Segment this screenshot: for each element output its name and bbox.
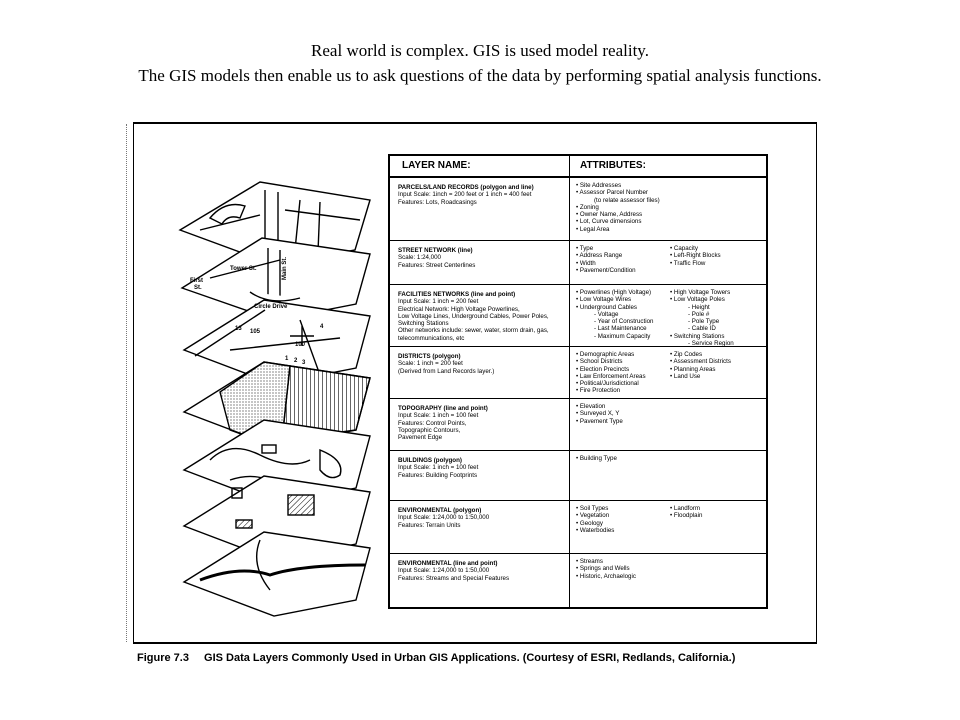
layer-detail: Scale: 1:24,000 — [398, 254, 442, 262]
attribute-item: • Vegetation — [576, 512, 610, 520]
layer-detail: Input Scale: 1 inch = 100 feet — [398, 464, 479, 472]
attribute-item: • Land Use — [670, 372, 701, 380]
label-addr-7: 3 — [302, 360, 306, 366]
layer-description — [390, 451, 570, 500]
attribute-item: - Service Region — [688, 340, 734, 348]
attribute-item: • Elevation — [576, 403, 606, 410]
attribute-item: • Pavement Type — [576, 417, 623, 425]
label-first-st: First — [190, 278, 204, 284]
header-layer-name: LAYER NAME: — [390, 156, 570, 176]
attribute-item: • Law Enforcement Areas — [576, 372, 646, 380]
layer-name: PARCELS/LAND RECORDS (polygon and line) — [398, 184, 534, 191]
label-addr-3: 100 — [295, 342, 306, 348]
attribute-item: • School Districts — [576, 358, 623, 366]
attribute-item: • Geology — [576, 519, 603, 527]
attribute-item: • Assessment Districts — [670, 358, 731, 366]
attribute-item: • Floodplain — [670, 512, 703, 520]
table-row — [390, 399, 766, 451]
attribute-item: • Streams — [576, 558, 603, 565]
table-row — [390, 178, 766, 241]
caption-line-1: Real world is complex. GIS is used model reality. — [311, 41, 649, 60]
attribute-item: • Powerlines (High Voltage) — [576, 289, 652, 296]
attribute-item: • Surveyed X, Y — [576, 410, 620, 418]
table-row — [390, 501, 766, 554]
layer-detail: Input Scale: 1 inch = 200 feet — [398, 298, 479, 306]
attribute-item: • High Voltage Towers — [670, 289, 731, 296]
layer-detail: Features: Lots, Roadcasings — [398, 198, 477, 206]
layer-description — [390, 285, 570, 346]
layer-detail: Other networks include: sewer, water, storm drain, gas, telecommunications, etc — [398, 327, 549, 342]
layer-detail: Low Voltage Lines, Underground Cables, Power Poles, Switching Stations — [398, 312, 549, 328]
figure-caption — [137, 652, 735, 664]
attribute-item: • Low Voltage Wires — [576, 296, 632, 304]
layer-name: STREET NETWORK (line) — [398, 247, 473, 254]
figure-number: Figure 7.3 — [137, 652, 189, 664]
layer-description — [390, 241, 570, 284]
layer-stack-illustration — [170, 170, 385, 625]
layer-description — [390, 554, 570, 607]
label-first-st-2: St. — [194, 285, 202, 291]
layer-environmental-polygon — [184, 532, 370, 616]
attribute-list — [570, 347, 766, 398]
page-caption — [0, 38, 960, 88]
layer-name: DISTRICTS (polygon) — [398, 353, 461, 360]
attribute-list — [570, 241, 766, 284]
caption-line-2: The GIS models then enable us to ask questions of the data by performing spatial analysis functions. — [138, 66, 822, 85]
attribute-list — [570, 399, 766, 450]
attribute-item: • Zip Codes — [670, 351, 703, 358]
layer-detail: Features: Street Centerlines — [398, 261, 476, 269]
layer-detail: (Derived from Land Records layer.) — [398, 367, 495, 375]
attribute-list — [570, 451, 766, 500]
layer-detail: Pavement Edge — [398, 434, 443, 442]
label-main-st: Main St. — [282, 256, 288, 280]
attribute-item: - Pole Type — [688, 318, 720, 326]
label-addr-5: 1 — [285, 356, 289, 362]
label-addr-4: 4 — [320, 324, 324, 330]
layer-name: ENVIRONMENTAL (line and point) — [398, 560, 498, 567]
layer-detail: Features: Control Points, — [398, 419, 467, 427]
attribute-item: • Underground Cables — [576, 303, 637, 311]
layer-detail: Features: Streams and Special Features — [398, 574, 510, 582]
attribute-list — [570, 501, 766, 553]
attribute-item: • Fire Protection — [576, 387, 621, 395]
attribute-item: • Site Addresses — [576, 182, 622, 189]
table-row — [390, 451, 766, 501]
layer-description — [390, 178, 570, 240]
layer-name: BUILDINGS (polygon) — [398, 457, 462, 464]
layer-name: TOPOGRAPHY (line and point) — [398, 405, 488, 412]
attribute-item: • Address Range — [576, 252, 623, 260]
attribute-item: • Width — [576, 259, 596, 267]
attribute-item: - Maximum Capacity — [594, 332, 651, 340]
table-header — [390, 156, 766, 178]
layer-detail: Scale: 1 inch = 200 feet — [398, 360, 463, 368]
layer-name: FACILITIES NETWORKS (line and point) — [398, 291, 516, 298]
attribute-item: (to relate assessor files) — [594, 196, 660, 204]
layer-detail: Electrical Network: High Voltage Powerlines, — [398, 305, 520, 313]
attribute-item: • Election Precincts — [576, 365, 630, 373]
layer-detail: Topographic Contours, — [398, 426, 461, 434]
figure-title: GIS Data Layers Commonly Used in Urban GIS Applications. (Courtesy of ESRI, Redlands, California.) — [204, 652, 736, 664]
attribute-list — [570, 554, 766, 607]
attribute-item: • Soil Types — [576, 505, 609, 512]
attribute-list — [570, 178, 766, 240]
layer-detail: Features: Terrain Units — [398, 521, 461, 529]
layer-detail: Input Scale: 1:24,000 to 1:50,000 — [398, 567, 490, 575]
attribute-item: - Last Maintenance — [594, 325, 647, 333]
layer-detail: Input Scale: 1:24,000 to 1:50,000 — [398, 514, 490, 522]
attribute-item: • Pavement/Condition — [576, 266, 636, 274]
attribute-item: • Capacity — [670, 245, 698, 252]
attribute-item: • Zoning — [576, 203, 599, 211]
attribute-item: • Left-Right Blocks — [670, 252, 721, 260]
label-tower-st: Tower St. — [230, 266, 257, 272]
layer-description — [390, 399, 570, 450]
attribute-item: • Assessor Parcel Number — [576, 189, 648, 197]
label-circle-drive: Circle Drive — [254, 304, 288, 310]
attribute-item: • Switching Stations — [670, 332, 725, 340]
table-row — [390, 554, 766, 607]
attribute-item: • Type — [576, 245, 594, 252]
attribute-item: • Legal Area — [576, 225, 610, 233]
attribute-item: • Landform — [670, 505, 701, 512]
layer-description — [390, 347, 570, 398]
table-row — [390, 241, 766, 285]
layer-attribute-table — [388, 154, 768, 609]
header-attributes: ATTRIBUTES: — [580, 160, 646, 171]
layer-detail: Input Scale: 1 inch = 100 feet — [398, 412, 479, 420]
attribute-item: • Demographic Areas — [576, 351, 635, 358]
layer-detail: Input Scale: 1inch = 200 feet or 1 inch = 400 feet — [398, 191, 532, 199]
label-addr-6: 2 — [294, 358, 298, 364]
attribute-item: • Low Voltage Poles — [670, 296, 725, 304]
attribute-item: • Political/Jurisdictional — [576, 380, 639, 388]
attribute-item: - Height — [688, 303, 710, 311]
attribute-item: - Cable ID — [688, 325, 716, 333]
layer-detail: Features: Building Footprints — [398, 471, 478, 479]
label-addr-1: 13 — [235, 326, 242, 332]
table-row — [390, 347, 766, 399]
attribute-item: • Waterbodies — [576, 526, 615, 534]
attribute-item: • Lot, Curve dimensions — [576, 218, 642, 226]
attribute-item: • Building Type — [576, 455, 617, 462]
attribute-item: • Historic, Archaelogic — [576, 572, 636, 580]
attribute-item: - Year of Construction — [594, 318, 654, 326]
attribute-item: • Owner Name, Address — [576, 211, 643, 219]
attribute-item: • Traffic Flow — [670, 259, 706, 267]
layer-name: ENVIRONMENTAL (polygon) — [398, 507, 482, 514]
label-addr-2: 105 — [250, 329, 261, 335]
layer-description — [390, 501, 570, 553]
attribute-item: - Pole # — [688, 310, 710, 318]
attribute-item: - Voltage — [594, 310, 619, 318]
attribute-item: • Planning Areas — [670, 365, 716, 373]
table-row — [390, 285, 766, 347]
attribute-list — [570, 285, 766, 346]
attribute-item: • Springs and Wells — [576, 565, 630, 573]
